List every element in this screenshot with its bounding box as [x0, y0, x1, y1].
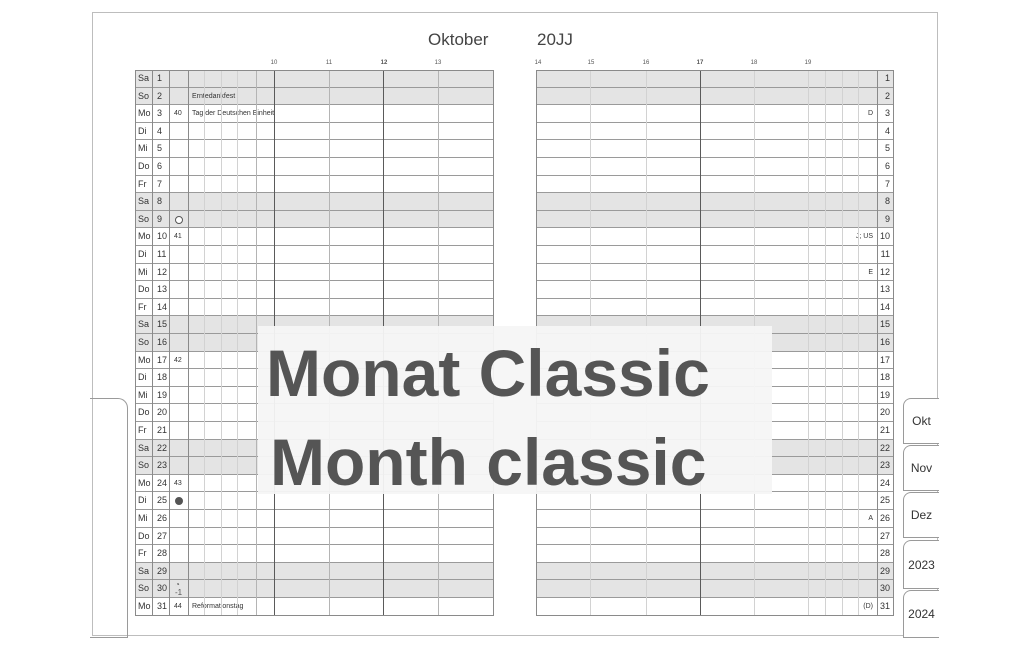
month-title: Oktober [428, 30, 489, 49]
week-number: 40 [174, 110, 182, 118]
weekday-label: Di [138, 249, 147, 259]
weekday-label: Di [138, 125, 147, 136]
day-number: 19 [157, 389, 168, 400]
hour-label: 11 [325, 60, 333, 66]
week-number: 41 [174, 233, 182, 241]
weekday-label: So [138, 583, 150, 594]
day-number: 22 [157, 442, 168, 453]
hour-label: 14 [534, 60, 542, 66]
day-number-right: 12 [879, 266, 890, 277]
left-grid-line [256, 70, 257, 616]
weekday-label: Mo [138, 231, 151, 242]
tab-nov-label: Nov [910, 461, 933, 475]
weekday-label: So [138, 460, 150, 471]
day-number-right: 18 [879, 372, 890, 383]
day-number-right: 24 [879, 477, 890, 488]
day-number-right: 21 [879, 425, 890, 435]
day-number: 21 [157, 425, 168, 435]
country-holiday-mark: D [867, 110, 873, 118]
day-number: 24 [157, 477, 168, 488]
holiday-note: Reformationstag [192, 603, 244, 610]
weekday-label: Sa [138, 565, 150, 576]
weekday-label: Mo [138, 108, 151, 119]
day-number: 13 [157, 284, 168, 295]
day-number-right: 23 [879, 460, 890, 471]
right-grid-line [825, 70, 826, 616]
hour-label: 13 [434, 60, 442, 66]
tab-2023-label: 2023 [908, 557, 935, 572]
week-number: 43 [174, 479, 182, 487]
day-number: 7 [157, 178, 163, 189]
weekday-label: Do [138, 407, 150, 418]
left-grid-line [204, 70, 205, 616]
day-number-right: 3 [884, 108, 890, 119]
day-number-right: 6 [884, 161, 890, 171]
weekday-label: Fr [138, 301, 147, 312]
weekday-label: Sa [138, 196, 150, 207]
day-number-right: 30 [879, 583, 890, 594]
day-number-right: 22 [879, 442, 890, 453]
left-grid-line [152, 70, 153, 616]
day-number: 4 [157, 125, 163, 136]
clock-change-offset: -1 [175, 588, 183, 598]
day-number: 10 [157, 231, 168, 242]
weekday-label: Mo [138, 601, 151, 611]
binder-strip [90, 398, 128, 638]
day-number: 31 [157, 601, 168, 611]
tab-2024-label: 2024 [908, 607, 935, 621]
day-number-right: 31 [879, 601, 890, 611]
weekday-label: So [138, 337, 150, 347]
day-number: 23 [157, 460, 168, 471]
day-number-right: 7 [884, 178, 890, 189]
weekday-label: Do [138, 530, 150, 541]
weekday-label: Sa [138, 319, 150, 330]
weekday-label: So [138, 90, 150, 101]
weekday-label: Mi [138, 389, 148, 400]
left-grid-line [188, 70, 189, 616]
country-holiday-mark: A [868, 515, 873, 522]
holiday-note: Tag der Deutschen Einheit [192, 110, 275, 118]
week-number: 44 [174, 603, 182, 610]
day-number-right: 11 [880, 249, 890, 259]
weekday-label: Mi [138, 266, 148, 277]
overlay-title-german: Monat Classic [266, 336, 710, 410]
hour-label: 18 [750, 60, 758, 66]
day-number-right: 25 [879, 495, 890, 506]
weekday-label: Mi [138, 143, 148, 154]
day-number-right: 8 [884, 196, 890, 207]
right-grid-line [842, 70, 843, 616]
day-number-right: 17 [879, 354, 890, 365]
country-holiday-mark: (D) [863, 603, 873, 610]
day-number: 11 [157, 249, 167, 259]
weekday-label: Mo [138, 354, 151, 365]
day-number-right: 20 [879, 407, 890, 418]
day-number: 8 [157, 196, 163, 207]
day-number: 3 [157, 108, 163, 119]
day-number-right: 16 [879, 337, 890, 347]
day-number: 30 [157, 583, 168, 594]
tab-okt-label: Okt [912, 414, 931, 428]
weekday-label: Di [138, 372, 147, 383]
weekday-label: Mo [138, 477, 151, 488]
hour-label: 10 [270, 60, 278, 66]
day-number: 25 [157, 495, 168, 506]
day-number: 28 [157, 548, 168, 559]
weekday-label: So [138, 213, 150, 224]
day-number-right: 27 [879, 530, 890, 541]
hour-label: 16 [642, 60, 650, 66]
full-moon-icon [175, 216, 183, 224]
tab-2023[interactable] [903, 540, 939, 589]
weekday-label: Fr [138, 178, 147, 189]
day-number: 18 [157, 372, 168, 383]
weekday-label: Sa [138, 442, 150, 453]
day-number-right: 14 [879, 301, 890, 312]
right-grid-line [858, 70, 859, 616]
day-number: 20 [157, 407, 168, 418]
day-number-right: 13 [879, 284, 890, 295]
day-number: 27 [157, 530, 168, 541]
tab-2024[interactable] [903, 590, 939, 638]
hour-label: 12 [380, 60, 388, 66]
clock-change-icon: ◔ [175, 580, 180, 590]
day-number: 1 [157, 73, 163, 83]
day-number-right: 1 [884, 73, 890, 83]
day-number: 15 [157, 319, 168, 330]
weekday-label: Fr [138, 548, 147, 559]
country-holiday-mark: E [868, 268, 873, 276]
left-grid-line [169, 70, 170, 616]
left-grid-line [237, 70, 238, 616]
weekday-label: Di [138, 495, 147, 506]
day-number: 12 [157, 266, 168, 277]
day-number-right: 19 [879, 389, 890, 400]
day-number: 2 [157, 90, 163, 101]
tab-okt[interactable] [903, 398, 939, 444]
weekday-label: Mi [138, 513, 148, 523]
weekday-label: Do [138, 284, 150, 295]
day-number: 6 [157, 161, 163, 171]
holiday-note: Erntedankfest [192, 92, 236, 100]
day-number-right: 5 [884, 143, 890, 154]
day-number-right: 15 [879, 319, 890, 330]
day-number-right: 10 [879, 231, 890, 242]
day-number: 17 [157, 354, 168, 365]
left-grid-line [221, 70, 222, 616]
weekday-label: Do [138, 161, 150, 171]
hour-label: 19 [804, 60, 812, 66]
tab-nov[interactable] [903, 445, 939, 491]
hour-label: 17 [696, 60, 704, 66]
right-grid-line [877, 70, 878, 616]
day-number-right: 26 [879, 513, 890, 523]
day-number-right: 9 [884, 213, 890, 224]
tab-dez-label: Dez [910, 508, 933, 522]
day-number: 29 [157, 565, 168, 576]
hour-label: 15 [587, 60, 595, 66]
day-number-right: 2 [884, 90, 890, 101]
week-number: 42 [174, 356, 182, 364]
weekday-label: Fr [138, 425, 147, 435]
day-number: 5 [157, 143, 163, 154]
day-number: 14 [157, 301, 168, 312]
right-grid-line [808, 70, 809, 616]
year-title: 20JJ [537, 30, 573, 49]
overlay-title-english: Month classic [270, 425, 707, 499]
day-number: 16 [157, 337, 168, 347]
day-number: 9 [157, 213, 163, 224]
tab-dez[interactable] [903, 492, 939, 538]
day-number: 26 [157, 513, 168, 523]
day-number-right: 28 [879, 548, 890, 559]
day-number-right: 29 [879, 565, 890, 576]
country-holiday-mark: J; US [855, 233, 873, 241]
day-number-right: 4 [884, 125, 890, 136]
weekday-label: Sa [138, 73, 150, 83]
